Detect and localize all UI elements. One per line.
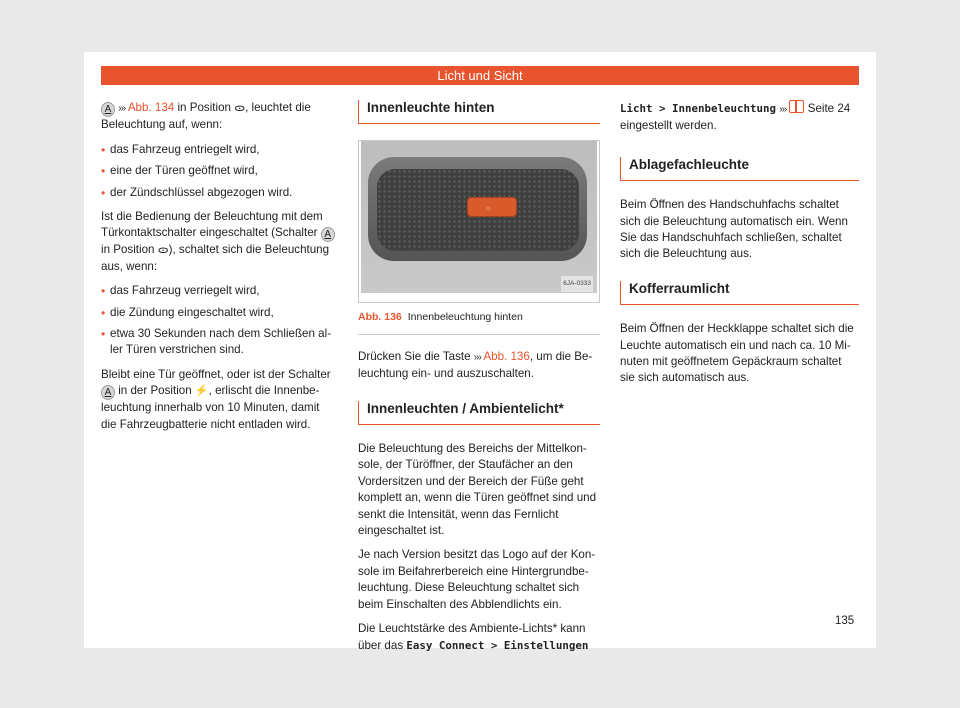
switch-a-badge: A — [101, 385, 115, 400]
list-item-text: der Zündschlüssel abgezogen wird. — [110, 185, 293, 199]
paragraph-glovebox: Beim Öffnen des Handschuhfachs schaltet sich die Beleuchtung automatisch ein. Wenn Sie das Handschuhfach schließen, schaltet sich die Beleuchtung aus. — [620, 198, 848, 261]
paragraph-trunk: Beim Öffnen der Heckklappe schaltet sich die Leuchte automatisch ein und nach ca. 10 Minuten mit geöffnetem Gepäckraum schaltet sie sich automatisch aus. — [620, 322, 854, 385]
text: Ist die Bedienung der Beleuchtung mit dem Türkontaktschalter eingeschaltet (Schalter — [101, 210, 323, 240]
figure-caption-text: Innenbeleuchtung hinten — [407, 311, 523, 324]
list-item-text: eine der Türen geöffnet wird, — [110, 164, 258, 178]
section-title-rear-light: Innenleuchte hinten — [358, 100, 600, 124]
list-item — [101, 163, 337, 179]
page-number: 135 — [835, 615, 855, 627]
paragraph-ambient-1: Die Beleuchtung des Bereichs der Mittelkonsole, der Türöffner, der Staufächer an den Vordersitzen und der Bereich der Füße geht komplett an, wenn die Türen geöffnet sind und senkt die Intensität, wenn das Fernlicht eingeschaltet ist. — [358, 442, 597, 538]
list-item — [101, 326, 337, 359]
column-3 — [620, 100, 859, 395]
chapter-header — [101, 66, 859, 85]
section-title-ambient-light: Innenleuchten / Ambientelicht* — [358, 401, 600, 425]
intro-paragraph — [101, 100, 337, 134]
figure-code: 6JA-0333 — [561, 276, 593, 292]
text: in Position — [174, 101, 235, 114]
condition-list-on — [101, 142, 337, 201]
figure-frame — [358, 140, 600, 303]
paragraph-press-button — [358, 349, 600, 383]
rear-interior-light-photo — [361, 141, 597, 293]
list-item-text: das Fahrzeug entriegelt wird, — [110, 142, 260, 156]
chapter-title: Licht und Sicht — [437, 68, 523, 83]
paragraph-continuation — [620, 100, 859, 135]
list-item — [101, 283, 337, 299]
door-contact-icon: ᯣ — [157, 244, 169, 257]
menu-path: Licht > Innenbeleuchtung — [620, 102, 777, 115]
lamp-symbol-icon: ☼ — [485, 205, 492, 213]
condition-list-off — [101, 283, 337, 359]
text: in Position — [101, 243, 158, 257]
bullet-icon: • — [101, 327, 106, 342]
ref-arrow: ››› — [118, 103, 126, 114]
paragraph-ambient-2: Je nach Version besitzt das Logo auf der Konsole im Beifahrerbereich eine Hintergrundbeleuchtung. Diese Beleuchtung schaltet sich beim Einschalten des Abblendlichts ein. — [358, 548, 596, 611]
text: Die Leuchtstärke des Ambiente-Lichts* kann über das — [358, 622, 586, 652]
text: ), schaltet sich die Beleuchtung aus, wenn: — [101, 243, 330, 273]
bullet-icon: • — [101, 284, 106, 299]
list-item — [101, 142, 337, 158]
ref-arrow: ››› — [779, 104, 787, 115]
switch-a-badge: A — [321, 227, 335, 242]
interior-light-icon: ⚡ — [194, 385, 209, 398]
list-item-text: die Zündung eingeschaltet wird, — [110, 305, 274, 319]
text: Bleibt eine Tür geöffnet, oder ist der Schalter — [101, 367, 331, 381]
list-item — [101, 185, 337, 201]
figure-number: Abb. 136 — [358, 311, 402, 324]
book-icon[interactable] — [789, 100, 804, 113]
ref-arrow: ››› — [473, 351, 481, 363]
figure-reference-link[interactable]: Abb. 136 — [483, 349, 530, 363]
paragraph-battery — [101, 367, 337, 433]
text: , leuchtet die Beleuchtung auf, wenn: — [101, 101, 311, 132]
section-title-trunk-light: Kofferraumlicht — [620, 281, 859, 305]
text: Seite 24 eingestellt werden. — [620, 102, 851, 133]
list-item — [101, 305, 337, 321]
paragraph-door-contact — [101, 209, 337, 275]
bullet-icon: • — [101, 185, 106, 200]
column-2 — [358, 100, 600, 662]
lamp-switch-button — [467, 197, 517, 217]
figure-136 — [358, 140, 600, 334]
bullet-icon: • — [101, 305, 106, 320]
bullet-icon: • — [101, 142, 106, 157]
figure-caption — [358, 309, 600, 333]
text: Drücken Sie die Taste — [358, 349, 474, 363]
text: , erlischt die Innenbeleuchtung innerhalb von 10 Minuten, damit die Fahrzeugbatterie nicht entladen wird. — [101, 384, 320, 431]
figure-reference-link[interactable]: Abb. 134 — [127, 101, 175, 114]
column-1 — [101, 100, 337, 441]
list-item-text: das Fahrzeug verriegelt wird, — [110, 284, 260, 298]
list-item-text: etwa 30 Sekunden nach dem Schließen aller Türen verstrichen sind. — [110, 327, 332, 357]
menu-path: Easy Connect > Einstellungen — [406, 638, 589, 652]
door-contact-icon: ᯣ — [234, 102, 246, 114]
text: in der Position — [115, 384, 195, 398]
bullet-icon: • — [101, 164, 106, 179]
switch-a-badge: A — [101, 102, 115, 117]
paragraph-ambient-3 — [358, 621, 600, 654]
text: , um die Beleuchtung ein- und auszuschalten. — [358, 349, 593, 381]
section-title-glovebox-light: Ablagefachleuchte — [620, 157, 859, 181]
